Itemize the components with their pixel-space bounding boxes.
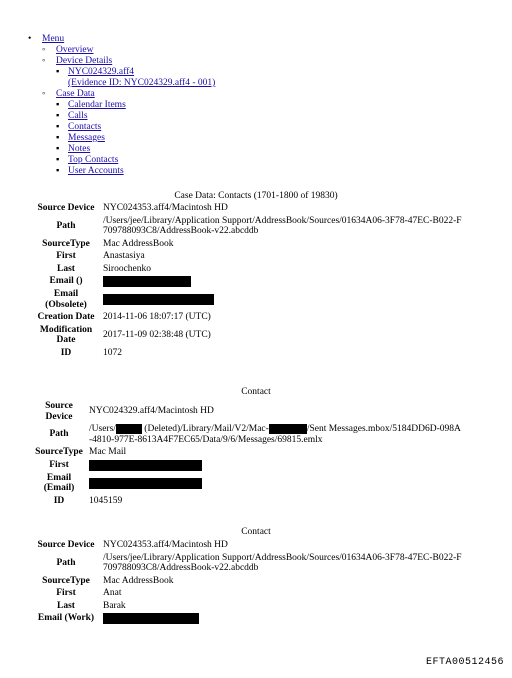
redaction-block (89, 478, 202, 489)
table-row (32, 215, 465, 238)
first-label: First (49, 460, 69, 471)
source-type-value: Mac AddressBook (103, 575, 174, 586)
first-value (86, 459, 464, 472)
email-obsolete-value (100, 288, 465, 311)
id-label: ID (60, 347, 72, 358)
first-label: First (56, 588, 76, 598)
table-row (32, 324, 465, 347)
top-contacts-link[interactable]: Top Contacts (68, 155, 119, 165)
contact-record-2 (32, 400, 464, 507)
source-device-value: NYC024353.aff4/Macintosh HD (103, 203, 228, 213)
table-row (32, 275, 465, 288)
table-row (32, 600, 465, 613)
source-device-value: NYC024329.aff4/Macintosh HD (89, 406, 214, 417)
path-value (86, 423, 464, 446)
path-segment-1: /Users/ (89, 424, 116, 435)
table-row (32, 552, 465, 575)
email-label: Email () (49, 276, 83, 287)
modification-date-label: Modification Date (39, 324, 93, 346)
table-row (32, 423, 464, 446)
email-work-value (100, 612, 465, 625)
menu-item-notes (56, 144, 215, 155)
path-value (100, 215, 465, 238)
path-line-2: 709788093C8/AddressBook-v22.abcddb (103, 226, 259, 236)
source-device-label: Source Device (45, 401, 73, 422)
section-title: Case Data: Contacts (1701-1800 of 19830) (174, 191, 338, 201)
table-row (32, 472, 464, 495)
menu-item-calendar (56, 100, 215, 111)
menu-item-user-accounts (56, 166, 215, 177)
table-row (32, 446, 464, 459)
source-type-label: SourceType (42, 238, 90, 249)
table-row (32, 202, 465, 215)
last-value: Barak (103, 600, 126, 611)
redaction-block (103, 294, 214, 305)
table-row (32, 263, 465, 276)
path-segment-3: /Sent Messages.mbox/5184DD6D-098A (306, 424, 461, 435)
table-row (32, 539, 465, 552)
calendar-items-link[interactable]: Calendar Items (68, 100, 126, 110)
email-obsolete-label: Email (Obsolete) (45, 289, 87, 310)
redaction-block (269, 424, 307, 434)
contact-record-1 (32, 202, 465, 359)
table-row (32, 238, 465, 251)
email-email-label: Email (Email) (43, 472, 75, 494)
source-device-label: Source Device (37, 540, 95, 550)
creation-date-value: 2014-11-06 18:07:17 (UTC) (103, 312, 211, 323)
overview-link[interactable]: Overview (56, 45, 94, 55)
menu-item-messages (56, 133, 215, 144)
menu-item-device (56, 67, 215, 89)
user-accounts-link[interactable]: User Accounts (68, 166, 124, 176)
last-label: Last (57, 600, 75, 611)
device-evidence-id: (Evidence ID: NYC024329.aff4 - 001) (68, 78, 216, 88)
last-value: Siroochenko (103, 263, 152, 274)
contact-heading: Contact (241, 527, 271, 537)
email-work-label: Email (Work) (37, 613, 95, 624)
id-value: 1045159 (89, 495, 123, 506)
device-name: NYC024329.aff4 (68, 67, 135, 77)
table-row (32, 495, 464, 508)
id-value: 1072 (103, 347, 122, 358)
messages-link[interactable]: Messages (68, 133, 105, 143)
source-type-value: Mac AddressBook (103, 238, 174, 249)
creation-date-label: Creation Date (37, 312, 95, 323)
table-row (32, 459, 464, 472)
last-label: Last (57, 263, 75, 274)
menu-item-overview (42, 45, 215, 56)
path-line-1: /Users/jee/Library/Application Support/AddressBook/Sources/01634A06-3F78-47EC-B022-F (103, 215, 462, 226)
menu-item-calls (56, 111, 215, 122)
notes-link[interactable]: Notes (68, 144, 91, 154)
navigation-menu (28, 34, 215, 177)
email-email-value (86, 472, 464, 495)
table-row (32, 612, 465, 625)
path-label: Path (56, 557, 76, 568)
source-type-value: Mac Mail (89, 447, 127, 458)
contact-heading: Contact (241, 387, 271, 397)
id-label: ID (53, 495, 65, 506)
path-label: Path (56, 220, 76, 231)
source-device-label: Source Device (37, 203, 95, 213)
calls-link[interactable]: Calls (68, 111, 88, 121)
path-segment-2: (Deleted)/Library/Mail/V2/Mac- (141, 424, 269, 435)
device-details-link[interactable]: Device Details (56, 56, 113, 66)
menu-root (28, 34, 215, 177)
table-row (32, 311, 465, 324)
case-data-link[interactable]: Case Data (56, 89, 95, 99)
table-row (32, 288, 465, 311)
table-row (32, 400, 464, 423)
table-row (32, 347, 465, 360)
redaction-block (103, 613, 199, 624)
table-row (32, 575, 465, 588)
contacts-link[interactable]: Contacts (68, 122, 102, 132)
path-line-2: -4810-977E-8613A4F7EC65/Data/9/6/Messages/69815.emlx (89, 434, 323, 445)
redaction-block (89, 460, 202, 471)
path-line-2: 709788093C8/AddressBook-v22.abcddb (103, 563, 259, 573)
menu-link[interactable]: Menu (42, 34, 65, 44)
path-label: Path (49, 429, 69, 440)
menu-item-case-data (42, 89, 215, 177)
source-device-value: NYC024353.aff4/Macintosh HD (103, 540, 228, 550)
redaction-block (103, 276, 191, 287)
first-label: First (56, 251, 76, 261)
redaction-block (116, 424, 142, 434)
first-value: Anastasiya (103, 251, 145, 261)
menu-item-top-contacts (56, 155, 215, 166)
contact-record-3 (32, 539, 465, 625)
source-type-label: SourceType (42, 575, 90, 586)
modification-date-value: 2017-11-09 02:38:48 (UTC) (103, 329, 211, 340)
table-row (32, 250, 465, 263)
table-row (32, 587, 465, 600)
menu-item-contacts (56, 122, 215, 133)
source-type-label: SourceType (35, 447, 83, 458)
bates-number: EFTA00512456 (425, 657, 504, 668)
path-line-1: /Users/jee/Library/Application Support/AddressBook/Sources/01634A06-3F78-47EC-B022-F (103, 552, 462, 563)
email-value (100, 275, 465, 288)
first-value: Anat (103, 588, 122, 598)
device-link[interactable] (68, 67, 215, 88)
path-value (100, 552, 465, 575)
menu-item-device-details (42, 56, 215, 89)
